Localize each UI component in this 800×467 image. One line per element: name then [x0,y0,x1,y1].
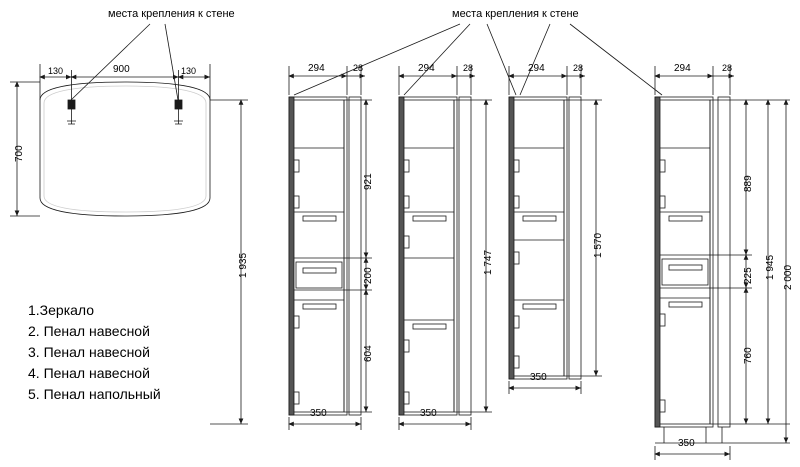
mirror-width-label: 900 [113,64,130,75]
unit5-dim-1945-label: 1 945 [765,254,776,280]
mirror-mount-title: места крепления к стене [108,8,235,20]
unit2-dim-200-label: 200 [363,267,374,284]
unit2-width-bottom-label: 350 [310,408,327,419]
unit3-depth-label: 28 [463,63,474,73]
unit4-dim-1570-label: 1 570 [593,232,604,258]
legend [28,300,161,405]
unit5-dim-760-label: 760 [743,347,754,364]
mirror-total-height-label: 1 935 [238,252,249,278]
unit4-width-bottom-label: 350 [530,372,547,383]
legend-item-4: 4. Пенал навесной [28,365,150,381]
mirror-left-offset-label: 130 [48,66,64,76]
unit3-width-top-label: 294 [418,63,435,74]
mirror-height-label: 700 [14,145,25,162]
unit3-dim-1747-label: 1 747 [483,249,494,275]
unit3-width-bottom-label: 350 [420,408,437,419]
legend-item-2: 2. Пенал навесной [28,323,150,339]
mirror-right-offset-label: 130 [181,66,197,76]
legend-item-3: 3. Пенал навесной [28,344,150,360]
unit2-dim-604-label: 604 [363,345,374,362]
unit2-dim-921-label: 921 [363,173,374,190]
unit5-width-top-label: 294 [674,63,691,74]
unit5-dim-2000-label: 2 000 [783,264,794,290]
cabinets-mount-title: места крепления к стене [452,8,579,20]
unit2-width-top-label: 294 [308,63,325,74]
unit5-dim-889-label: 889 [743,175,754,192]
unit5-dim-225-label: 225 [743,267,754,284]
unit4-width-top-label: 294 [528,63,545,74]
legend-item-5: 5. Пенал напольный [28,386,161,402]
unit4-depth-label: 28 [573,63,584,73]
unit5-depth-label: 28 [722,63,733,73]
unit2-depth-label: 28 [353,63,364,73]
legend-item-1: 1.Зеркало [28,302,95,318]
unit5-width-bottom-label: 350 [678,438,695,449]
